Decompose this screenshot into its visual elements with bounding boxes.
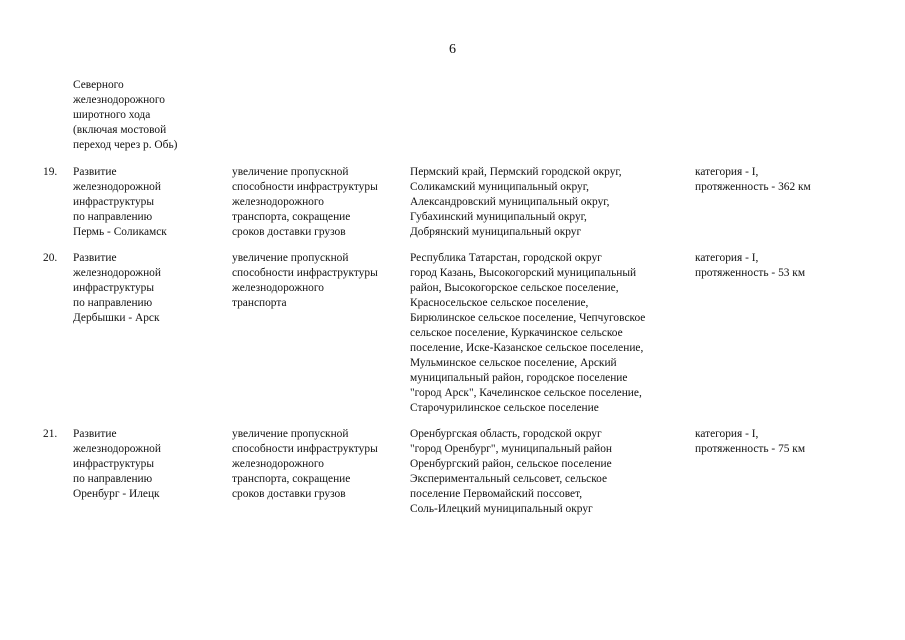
- row-21-goal: увеличение пропускной способности инфраструктуры железнодорожного транспорта, сокращение сроков доставки грузов: [232, 428, 378, 500]
- row-19-name: Развитие железнодорожной инфраструктуры по направлению Пермь - Соликамск: [73, 166, 167, 238]
- row-20-goal: увеличение пропускной способности инфраструктуры железнодорожного транспорта: [232, 252, 378, 309]
- continuation-name-cell: Северного железнодорожного широтного хода (включая мостовой переход через р. Обь): [73, 79, 178, 151]
- row-19-number: 19.: [43, 166, 58, 178]
- row-19-goal: увеличение пропускной способности инфраструктуры железнодорожного транспорта, сокращение сроков доставки грузов: [232, 166, 378, 238]
- page-number: 6: [449, 42, 456, 57]
- row-20-number: 20.: [43, 252, 58, 264]
- row-21-name: Развитие железнодорожной инфраструктуры по направлению Оренбург - Илецк: [73, 428, 161, 500]
- row-21-number: 21.: [43, 428, 58, 440]
- row-19-characteristics: категория - I, протяженность - 362 км: [695, 166, 811, 193]
- row-20-name: Развитие железнодорожной инфраструктуры по направлению Дербышки - Арск: [73, 252, 161, 324]
- row-21-territory: Оренбургская область, городской округ "город Оренбург", муниципальный район Оренбургский район, сельское поселение Экспериментальный сельсовет, сельское поселение Первомайский поссовет, Соль-Илецкий муниципальный округ: [410, 428, 613, 515]
- row-21-characteristics: категория - I, протяженность - 75 км: [695, 428, 806, 455]
- row-20-territory: Республика Татарстан, городской округ город Казань, Высокогорский муниципальный район, Высокогорское сельское поселение, Красносельское сельское поселение, Бирюлинское сельское поселение, Чепчуговское сельское поселение, Куркачинское сельское поселение, Иске-Казанское сельское поселение, Мульминское сельское поселение, Арский муниципальный район, городское поселение "город Арск", Качелинское сельское поселение, Старочурилинское сельское поселение: [410, 252, 646, 414]
- row-19-territory: Пермский край, Пермский городской округ, Соликамский муниципальный округ, Александровский муниципальный округ, Губахинский муниципальный округ, Добрянский муниципальный округ: [410, 166, 622, 238]
- row-20-characteristics: категория - I, протяженность - 53 км: [695, 252, 806, 279]
